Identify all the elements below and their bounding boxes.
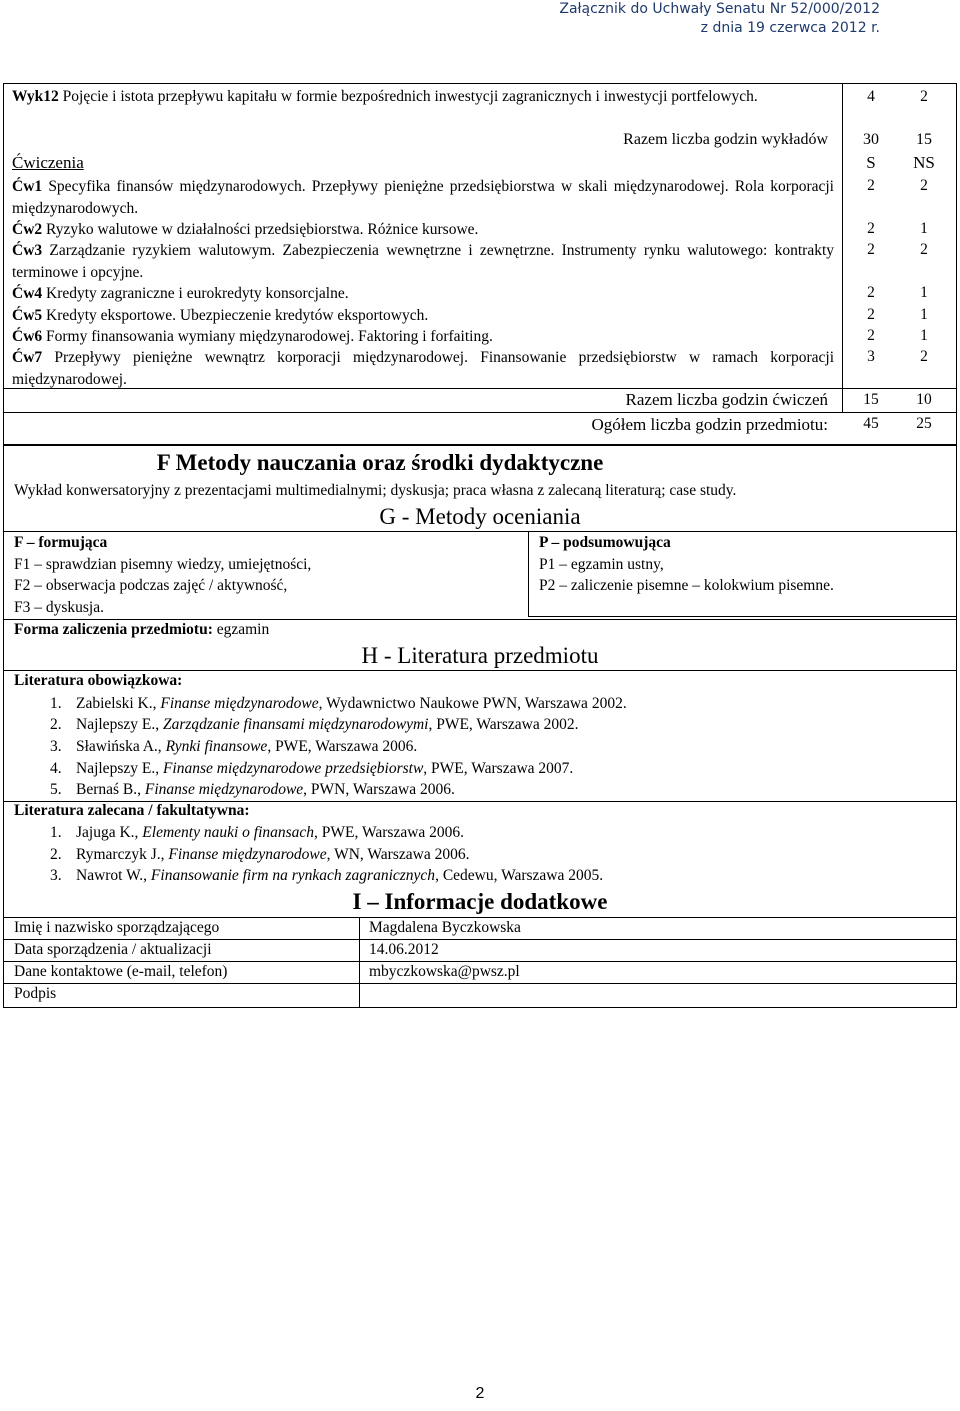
exercise-item-3-ns: 2 [920, 241, 928, 258]
required-item-5: 5. Bernaś B., Finanse międzynarodowe, PWN, Warszawa 2006. [50, 781, 455, 798]
exercise-item-4-ns: 1 [920, 284, 928, 301]
exercise-item-6-ns: 1 [920, 327, 928, 344]
optional-literature-heading: Literatura zalecana / fakultatywna: [14, 802, 250, 819]
exercise-item-3: Ćw3 Zarządzanie ryzykiem walutowym. Zabezpieczenia wewnętrzne i zewnętrzne. Instrumenty rynku walutowego: kontrakty terminowe i opcyjne. [12, 242, 834, 281]
info-label-author: Imię i nazwisko sporządzającego [14, 919, 220, 936]
exercise-item-1: Ćw1 Specyfika finansów międzynarodowych. Przepływy pieniężne przedsiębiorstwa w skali międzynarodowej. Rola korporacji międzynarodowych. [12, 178, 834, 217]
exercise-item-5-ns: 1 [920, 306, 928, 323]
optional-item-2: 2. Rymarczyk J., Finanse międzynarodowe, WN, Warszawa 2006. [50, 846, 470, 863]
section-f-title: F Metody nauczania oraz środki dydaktyczne [156, 450, 604, 475]
lecture-item-12 [12, 86, 834, 108]
overall-total-ns: 25 [916, 415, 932, 432]
exercise-item-3-s: 2 [867, 241, 875, 258]
lecture-total-label: Razem liczba godzin wykładów [623, 131, 828, 148]
section-g-title: G - Metody oceniania [379, 504, 581, 529]
section-h-title: H - Literatura przedmiotu [361, 643, 599, 668]
exercise-item-5: Ćw5 Kredyty eksportowe. Ubezpieczenie kredytów eksportowych. [12, 307, 429, 324]
header-date: z dnia 19 czerwca 2012 r. [700, 20, 880, 36]
exercise-item-1-s: 2 [867, 177, 875, 194]
summative-item-1: P1 – egzamin ustny, [539, 556, 664, 573]
lecture-item-12-ns: 2 [920, 88, 928, 105]
required-item-3: 3. Sławińska A., Rynki finansowe, PWE, Warszawa 2006. [50, 738, 418, 755]
optional-item-3: 3. Nawrot W., Finansowanie firm na rynkach zagranicznych, Cedewu, Warszawa 2005. [50, 867, 604, 884]
exercise-item-7-ns: 2 [920, 348, 928, 365]
info-value-author: Magdalena Byczkowska [369, 919, 521, 936]
info-label-signature: Podpis [14, 985, 57, 1002]
header-resolution: Załącznik do Uchwały Senatu Nr 52/000/2012 [559, 1, 880, 17]
summative-item-2: P2 – zaliczenie pisemne – kolokwium pisemne. [539, 577, 834, 594]
summative-heading: P – podsumowująca [539, 534, 671, 551]
required-item-1: 1. Zabielski K., Finanse międzynarodowe, Wydawnictwo Naukowe PWN, Warszawa 2002. [50, 695, 627, 712]
exercise-item-4-s: 2 [867, 284, 875, 301]
required-item-2: 2. Najlepszy E., Zarządzanie finansami międzynarodowymi, PWE, Warszawa 2002. [50, 716, 579, 733]
hours-table [3, 83, 957, 445]
required-item-4: 4. Najlepszy E., Finanse międzynarodowe przedsiębiorstw, PWE, Warszawa 2007. [50, 760, 574, 777]
info-value-contact: mbyczkowska@pwsz.pl [369, 963, 520, 980]
formative-item-1: F1 – sprawdzian pisemny wiedzy, umiejętności, [14, 556, 312, 573]
exercises-total-s: 15 [863, 391, 879, 408]
lecture-item-12-s: 4 [867, 88, 875, 105]
exercise-item-2-ns: 1 [920, 220, 928, 237]
overall-total-s: 45 [863, 415, 879, 432]
exercise-item-7-s: 3 [867, 348, 875, 365]
section-i-title: I – Informacje dodatkowe [352, 889, 608, 914]
section-f-text: Wykład konwersatoryjny z prezentacjami multimedialnymi; dyskusja; praca własna z zalecaną literaturą; case study. [14, 482, 737, 499]
lecture-code: Wyk12 [12, 88, 59, 105]
overall-total-label: Ogółem liczba godzin przedmiotu: [591, 415, 828, 434]
exercise-item-7: Ćw7 Przepływy pieniężne wewnątrz korporacji międzynarodowej. Finansowanie przedsiębiorstw w ramach korporacji międzynarodowej. [12, 349, 834, 388]
exercise-item-6-s: 2 [867, 327, 875, 344]
info-label-contact: Dane kontaktowe (e-mail, telefon) [14, 963, 228, 980]
exercise-item-5-s: 2 [867, 306, 875, 323]
exercises-heading: Ćwiczenia [12, 153, 84, 172]
exercise-item-2: Ćw2 Ryzyko walutowe w działalności przedsiębiorstwa. Różnice kursowe. [12, 221, 479, 238]
formative-heading: F – formująca [14, 534, 108, 551]
exercises-total-ns: 10 [916, 391, 932, 408]
required-literature-heading: Literatura obowiązkowa: [14, 672, 183, 689]
exercises-total-label: Razem liczba godzin ćwiczeń [625, 390, 828, 409]
lower-frame [3, 445, 957, 1008]
exercise-item-4: Ćw4 Kredyty zagraniczne i eurokredyty konsorcjalne. [12, 285, 349, 302]
info-value-date: 14.06.2012 [369, 941, 439, 958]
lecture-total-s: 30 [863, 131, 879, 148]
page-number: 2 [475, 1385, 485, 1402]
formative-item-3: F3 – dyskusja. [14, 599, 104, 616]
document-header [559, 0, 880, 38]
form-of-credit: Forma zaliczenia przedmiotu: egzamin [14, 621, 270, 638]
exercise-item-1-ns: 2 [920, 177, 928, 194]
exercises-col-ns: NS [913, 153, 935, 172]
info-label-date: Data sporządzenia / aktualizacji [14, 941, 212, 958]
formative-item-2: F2 – obserwacja podczas zajęć / aktywność, [14, 577, 288, 594]
exercise-item-6: Ćw6 Formy finansowania wymiany międzynarodowej. Faktoring i forfaiting. [12, 328, 493, 345]
optional-item-1: 1. Jajuga K., Elementy nauki o finansach, PWE, Warszawa 2006. [50, 824, 465, 841]
lecture-total-ns: 15 [916, 131, 932, 148]
exercises-col-s: S [866, 153, 876, 172]
exercise-item-2-s: 2 [867, 220, 875, 237]
lecture-text: Pojęcie i istota przepływu kapitału w formie bezpośrednich inwestycji zagranicznych i inwestycji portfelowych. [58, 88, 758, 105]
